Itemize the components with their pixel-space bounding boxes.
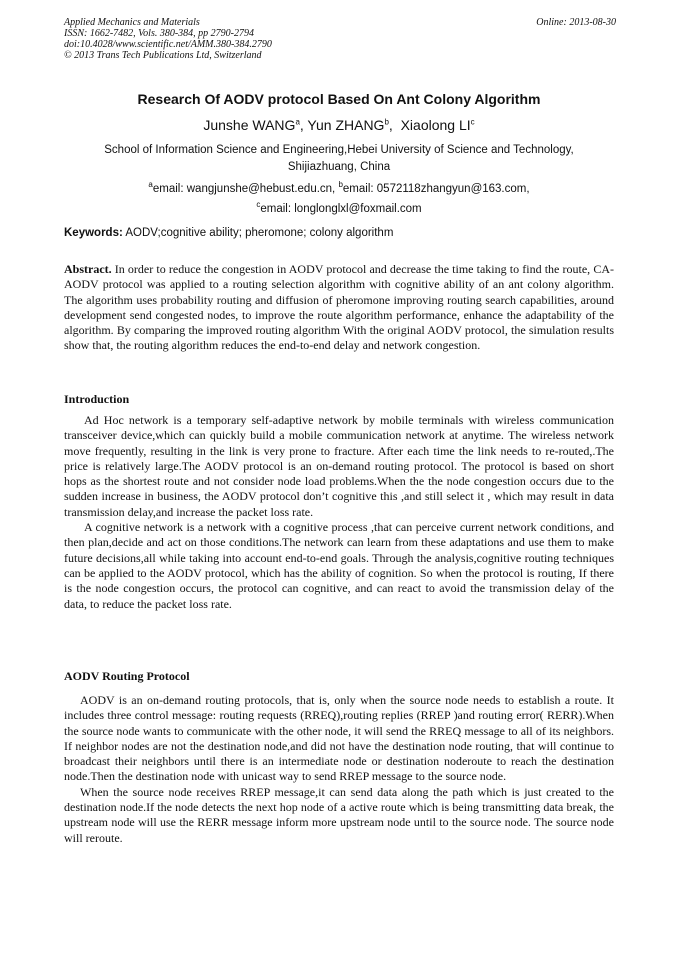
author-name: Xiaolong LI xyxy=(400,117,471,133)
issn-line: ISSN: 1662-7482, Vols. 380-384, pp 2790-2794 xyxy=(64,28,254,39)
abstract xyxy=(64,262,614,354)
paragraph: Ad Hoc network is a temporary self-adaptive network by mobile terminals with wireless communication transceiver device,which can quickly build a mobile communication network at anytime. The wireless network move frequently, resulting in the link is very prone to fracture. After each time the link needs to re-routed,.The price is relatively large.The AODV protocol is an on-demand routing protocol. The protocol is based on short hops as the shortest route and not consider node load problems.When the the node congestion occurs due to the sudden increase in business, the AODV protocol don’t cognitive this ,and still select it , which may result in data transmission delay,and increase the packet loss rate. xyxy=(64,413,614,519)
keywords-label: Keywords: xyxy=(64,227,123,239)
journal-name: Applied Mechanics and Materials xyxy=(64,17,200,28)
abstract-label: Abstract. xyxy=(64,262,112,276)
author-superscript: c xyxy=(256,199,261,209)
author-name: Junshe WANG xyxy=(203,117,296,133)
copyright-line: © 2013 Trans Tech Publications Ltd, Switzerland xyxy=(64,50,262,61)
affiliation-line: Shijiazhuang, China xyxy=(287,161,391,173)
affiliation-line: School of Information Science and Engineering,Hebei University of Science and Technology, xyxy=(104,144,574,156)
email-block xyxy=(64,177,614,217)
email-address: wangjunshe@hebust.edu.cn, xyxy=(186,182,339,195)
paragraph: AODV is an on-demand routing protocols, that is, only when the source node needs to establish a route. It includes three control message: routing requests (RREQ),routing replies (RREP )and routing error( RERR).When the source node wants to communicate with the other node, it will send the RREQ message to all of its neighbors. If neighbor nodes are not the destination node,and did not have the destination node routing, that will continue to broadcast their neighbors until there is an intermediate node or destination noderoute to reach the destination node.Then the destination node with unicast way to send RREP message to the source node. xyxy=(64,693,614,784)
affiliation xyxy=(64,142,614,176)
email-address: longlonglxl@foxmail.com xyxy=(294,202,422,215)
author-list: Junshe WANG$^a$, Yun ZHANG$^b$, Xiaolong $LI^c$ xyxy=(203,117,475,133)
introduction-body xyxy=(64,413,614,612)
author-superscript: b xyxy=(384,117,389,127)
abstract-text: In order to reduce the congestion in AODV protocol and decrease the time taking to find the route, CA-AODV protocol was applied to a routing selection algorithm with cognitive ability of an ant colony algorithm. The algorithm uses probability routing and diffusion of pheromone improving routing search capabilities, around development send congested nodes, to improve the route algorithm performance, enhance the adaptability of the algorithm. By comparing the improved routing algorithm With the original AODV protocol, the simulation results show that, the routing algorithm reduces the end-to-end delay and network congestion. xyxy=(64,262,614,353)
paragraph: When the source node receives RREP message,it can send data along the path which is just created to the destination node.If the node detects the next hop node of a active route which is being transmitting data break, the upstream node will use the RERR message inform more upstream node until to the source node. The source node will reroute. xyxy=(64,784,614,845)
author-name: Yun ZHANG xyxy=(307,117,385,133)
author-superscript: c xyxy=(470,117,475,127)
online-date: Online: 2013-08-30 xyxy=(536,17,616,28)
email-label: email: xyxy=(152,182,187,195)
aodv-body xyxy=(64,693,614,846)
email-label: email: xyxy=(342,182,377,195)
email-address: 0572118zhangyun@163.com, xyxy=(376,182,530,195)
keywords-text: AODV;cognitive ability; pheromone; colony algorithm xyxy=(122,227,394,239)
author-superscript: a xyxy=(295,117,300,127)
paper-title: Research Of AODV protocol Based On Ant Colony Algorithm xyxy=(137,91,541,107)
email-line xyxy=(64,177,614,197)
journal-header xyxy=(64,17,616,61)
email-line xyxy=(64,197,614,217)
email-label: email: xyxy=(260,202,295,215)
author-superscript: b xyxy=(338,180,343,189)
section-heading-aodv: AODV Routing Protocol xyxy=(64,669,190,683)
author-superscript: a xyxy=(148,180,153,189)
doi-line: doi:10.4028/www.scientific.net/AMM.380-384.2790 xyxy=(64,39,272,50)
keywords xyxy=(64,227,616,239)
section-heading-introduction: Introduction xyxy=(64,392,130,406)
paragraph: A cognitive network is a network with a cognitive process ,that can perceive current network conditions, and then plan,decide and act on those conditions.The network can learn from these adaptations and use them to make future decisions,all while taking into account end-to-end goals. Through the analysis,cognitive routing techniques can be applied to the AODV protocol, which has the ability of cognition. So when the protocol is routing, If there is the node congestion occurs, the protocol can cognitive, and can react to avoid the transmission delay of the data, to reduce the packet loss rate. xyxy=(64,520,614,611)
